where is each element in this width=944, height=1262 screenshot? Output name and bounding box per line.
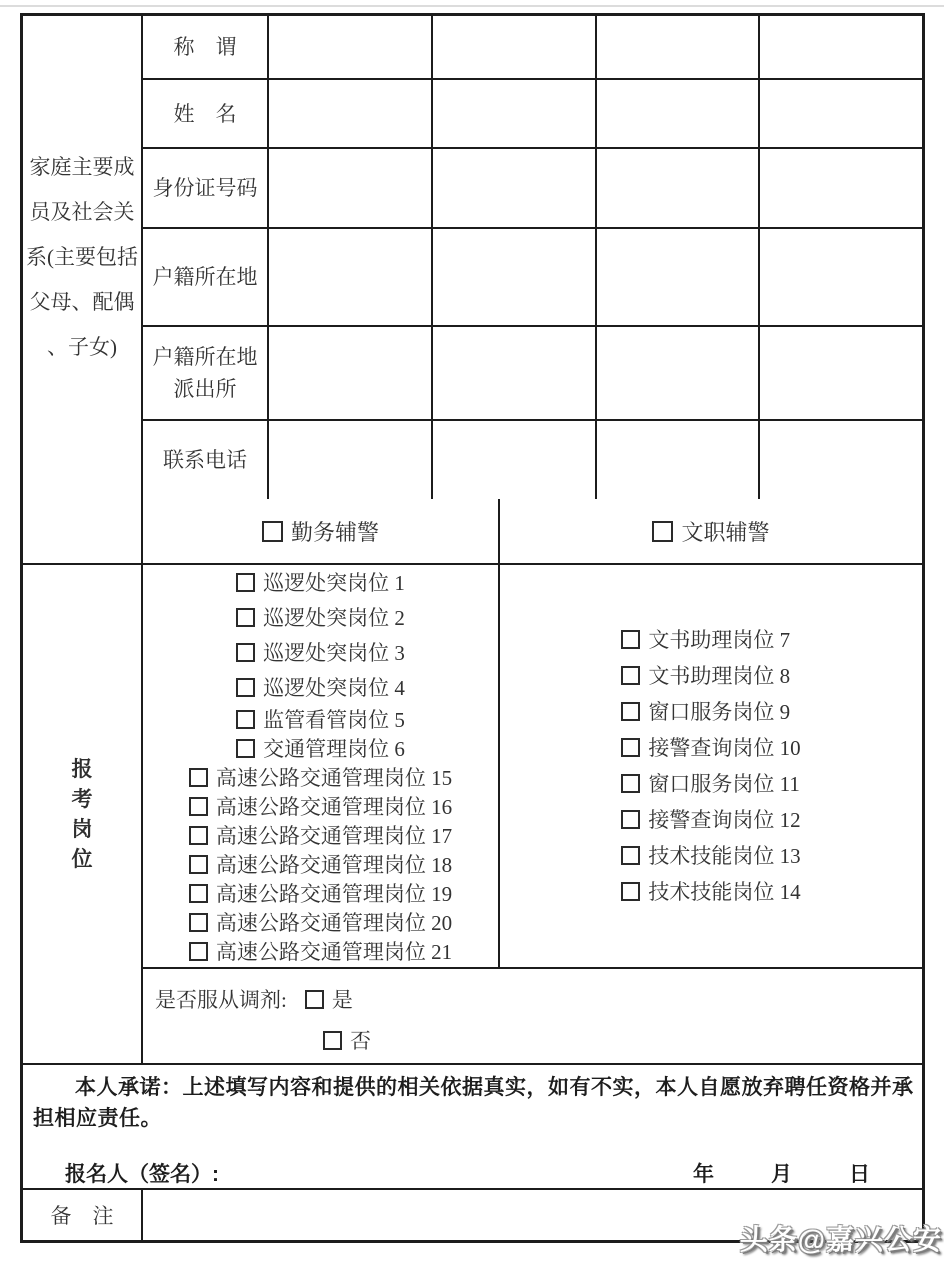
scan-artifact-line <box>0 5 944 7</box>
entry-cell[interactable] <box>597 327 761 419</box>
position-checkbox[interactable] <box>236 710 255 729</box>
entry-cell[interactable] <box>433 421 597 499</box>
position-option-label: 文书助理岗位 7 <box>648 628 791 652</box>
adjustment-row <box>143 967 922 1063</box>
commitment-text: 本人承诺：上述填写内容和提供的相关依据真实，如有不实，本人自愿放弃聘任资格并承担相应责任。 <box>33 1076 914 1130</box>
entry-cell[interactable] <box>269 327 433 419</box>
position-option[interactable] <box>621 766 800 802</box>
position-option-label: 巡逻处突岗位 2 <box>263 605 405 630</box>
position-option-label: 高速公路交通管理岗位 16 <box>215 794 453 819</box>
position-option-label: 巡逻处突岗位 3 <box>263 640 405 665</box>
entry-cell[interactable] <box>597 16 761 78</box>
entry-cell[interactable] <box>269 421 433 499</box>
entry-cell[interactable] <box>433 80 597 147</box>
position-option-label: 技术技能岗位 14 <box>648 880 801 904</box>
entry-cell[interactable] <box>760 149 922 227</box>
position-option[interactable] <box>621 658 800 694</box>
position-option[interactable] <box>189 764 452 793</box>
remarks-label: 备 注 <box>23 1190 143 1240</box>
position-checkbox[interactable] <box>236 739 255 758</box>
position-option-label: 文书助理岗位 8 <box>648 664 791 688</box>
entry-cell[interactable] <box>433 149 597 227</box>
position-checkbox[interactable] <box>236 573 255 592</box>
position-checkbox[interactable] <box>621 882 640 901</box>
position-option[interactable] <box>189 909 452 938</box>
apply-positions-section <box>23 565 922 1065</box>
position-option[interactable] <box>189 706 452 735</box>
position-option-label: 接警查询岗位 10 <box>648 736 801 760</box>
signature-label: 报名人（签名）: <box>65 1163 219 1186</box>
position-lists <box>143 565 922 967</box>
position-option-label: 高速公路交通管理岗位 20 <box>215 910 453 935</box>
duty-position-list <box>189 566 452 967</box>
family-field-label: 称 谓 <box>143 16 269 78</box>
position-option[interactable] <box>621 802 800 838</box>
position-checkbox[interactable] <box>236 678 255 697</box>
position-option-label: 交通管理岗位 6 <box>263 736 405 761</box>
apply-group-label-text: 报考岗位 <box>71 757 93 871</box>
family-field-label: 户籍所在地 <box>143 229 269 325</box>
position-checkbox[interactable] <box>236 643 255 662</box>
entry-cell[interactable] <box>597 149 761 227</box>
adjustment-question-label: 是否服从调剂: <box>155 988 287 1012</box>
category-civilian-option[interactable] <box>500 499 922 563</box>
signature-field[interactable] <box>219 1155 693 1181</box>
family-row <box>143 80 922 149</box>
position-checkbox[interactable] <box>621 810 640 829</box>
position-option[interactable] <box>621 622 800 658</box>
position-checkbox[interactable] <box>189 826 208 845</box>
date-day-label: 日 <box>849 1163 870 1186</box>
entry-cell[interactable] <box>760 421 922 499</box>
duty-positions-cell <box>143 565 500 967</box>
commitment-section <box>23 1065 922 1190</box>
adjustment-yes-line <box>155 984 922 1014</box>
position-option-label: 技术技能岗位 13 <box>648 844 801 868</box>
entry-cell[interactable] <box>597 229 761 325</box>
position-option-label: 高速公路交通管理岗位 19 <box>215 881 453 906</box>
position-option[interactable] <box>189 671 452 706</box>
date-year-label: 年 <box>693 1163 714 1186</box>
position-option[interactable] <box>189 938 452 967</box>
position-checkbox[interactable] <box>621 666 640 685</box>
entry-cell[interactable] <box>269 149 433 227</box>
family-group-label <box>23 16 143 499</box>
position-option-label: 巡逻处突岗位 1 <box>263 570 405 595</box>
family-row <box>143 229 922 327</box>
entry-cell[interactable] <box>760 327 922 419</box>
family-rows <box>143 16 922 499</box>
family-field-label: 户籍所在地派出所 <box>143 327 269 419</box>
category-duty-option[interactable] <box>143 499 500 563</box>
position-checkbox[interactable] <box>621 846 640 865</box>
signature-line <box>33 1155 914 1188</box>
duty-checkbox[interactable] <box>262 521 283 542</box>
entry-cell[interactable] <box>433 327 597 419</box>
entry-cell[interactable] <box>760 16 922 78</box>
position-option-label: 高速公路交通管理岗位 18 <box>215 852 453 877</box>
position-option-label: 接警查询岗位 12 <box>648 808 801 832</box>
entry-cell[interactable] <box>433 229 597 325</box>
family-group-label-text: 家庭主要成员及社会关系(主要包括父母、配偶、子女) <box>26 155 138 359</box>
position-option[interactable] <box>621 838 800 874</box>
position-checkbox[interactable] <box>621 774 640 793</box>
family-row <box>143 421 922 499</box>
position-option[interactable] <box>189 851 452 880</box>
position-option[interactable] <box>189 822 452 851</box>
position-option[interactable] <box>189 793 452 822</box>
civilian-positions-cell <box>500 565 922 967</box>
position-option[interactable] <box>621 694 800 730</box>
duty-option-label: 勤务辅警 <box>290 519 379 545</box>
entry-cell[interactable] <box>760 229 922 325</box>
position-option-label: 巡逻处突岗位 4 <box>263 675 405 700</box>
position-checkbox[interactable] <box>189 942 208 961</box>
date-group <box>693 1158 870 1188</box>
category-label-cell <box>23 499 143 563</box>
family-field-label: 联系电话 <box>143 421 269 499</box>
position-checkbox[interactable] <box>189 797 208 816</box>
family-field-label: 身份证号码 <box>143 149 269 227</box>
position-checkbox[interactable] <box>621 738 640 757</box>
position-option-label: 高速公路交通管理岗位 17 <box>215 823 453 848</box>
position-checkbox[interactable] <box>621 630 640 649</box>
position-checkbox[interactable] <box>236 608 255 627</box>
position-option[interactable] <box>189 880 452 909</box>
family-field-label: 姓 名 <box>143 80 269 147</box>
civilian-checkbox[interactable] <box>652 521 673 542</box>
position-checkbox[interactable] <box>189 855 208 874</box>
position-option-label: 监管看管岗位 5 <box>263 707 405 732</box>
civilian-option-label: 文职辅警 <box>681 519 770 545</box>
position-checkbox[interactable] <box>189 913 208 932</box>
position-option-label: 窗口服务岗位 11 <box>648 772 800 796</box>
position-option-label: 高速公路交通管理岗位 21 <box>215 939 453 964</box>
family-section <box>23 16 922 499</box>
entry-cell[interactable] <box>597 421 761 499</box>
position-option[interactable] <box>621 730 800 766</box>
entry-cell[interactable] <box>433 16 597 78</box>
entry-cell[interactable] <box>269 80 433 147</box>
adjustment-no-line <box>323 1025 922 1055</box>
family-row <box>143 149 922 229</box>
entry-cell[interactable] <box>269 16 433 78</box>
adjustment-no-label: 否 <box>350 1029 371 1053</box>
family-row <box>143 16 922 80</box>
entry-cell[interactable] <box>597 80 761 147</box>
position-option-label: 窗口服务岗位 9 <box>648 700 791 724</box>
adjustment-yes-label: 是 <box>331 988 353 1012</box>
entry-cell[interactable] <box>760 80 922 147</box>
position-option[interactable] <box>189 601 452 636</box>
adjustment-yes-checkbox[interactable] <box>305 990 324 1009</box>
position-checkbox[interactable] <box>189 884 208 903</box>
entry-cell[interactable] <box>269 229 433 325</box>
position-option[interactable] <box>189 566 452 601</box>
position-checkbox[interactable] <box>621 702 640 721</box>
position-option[interactable] <box>189 735 452 764</box>
date-month-label: 月 <box>771 1163 792 1186</box>
position-checkbox[interactable] <box>189 768 208 787</box>
toutiao-watermark: 头条@嘉兴公安 <box>739 1224 942 1255</box>
position-option[interactable] <box>621 874 800 910</box>
adjustment-no-checkbox[interactable] <box>323 1031 342 1050</box>
family-row <box>143 327 922 421</box>
apply-positions-body <box>143 565 922 1063</box>
civilian-position-list <box>621 622 800 910</box>
category-row <box>23 499 922 565</box>
apply-group-label <box>23 565 143 1063</box>
application-form-table <box>20 13 925 1243</box>
position-option[interactable] <box>189 636 452 671</box>
position-option-label: 高速公路交通管理岗位 15 <box>215 765 453 790</box>
